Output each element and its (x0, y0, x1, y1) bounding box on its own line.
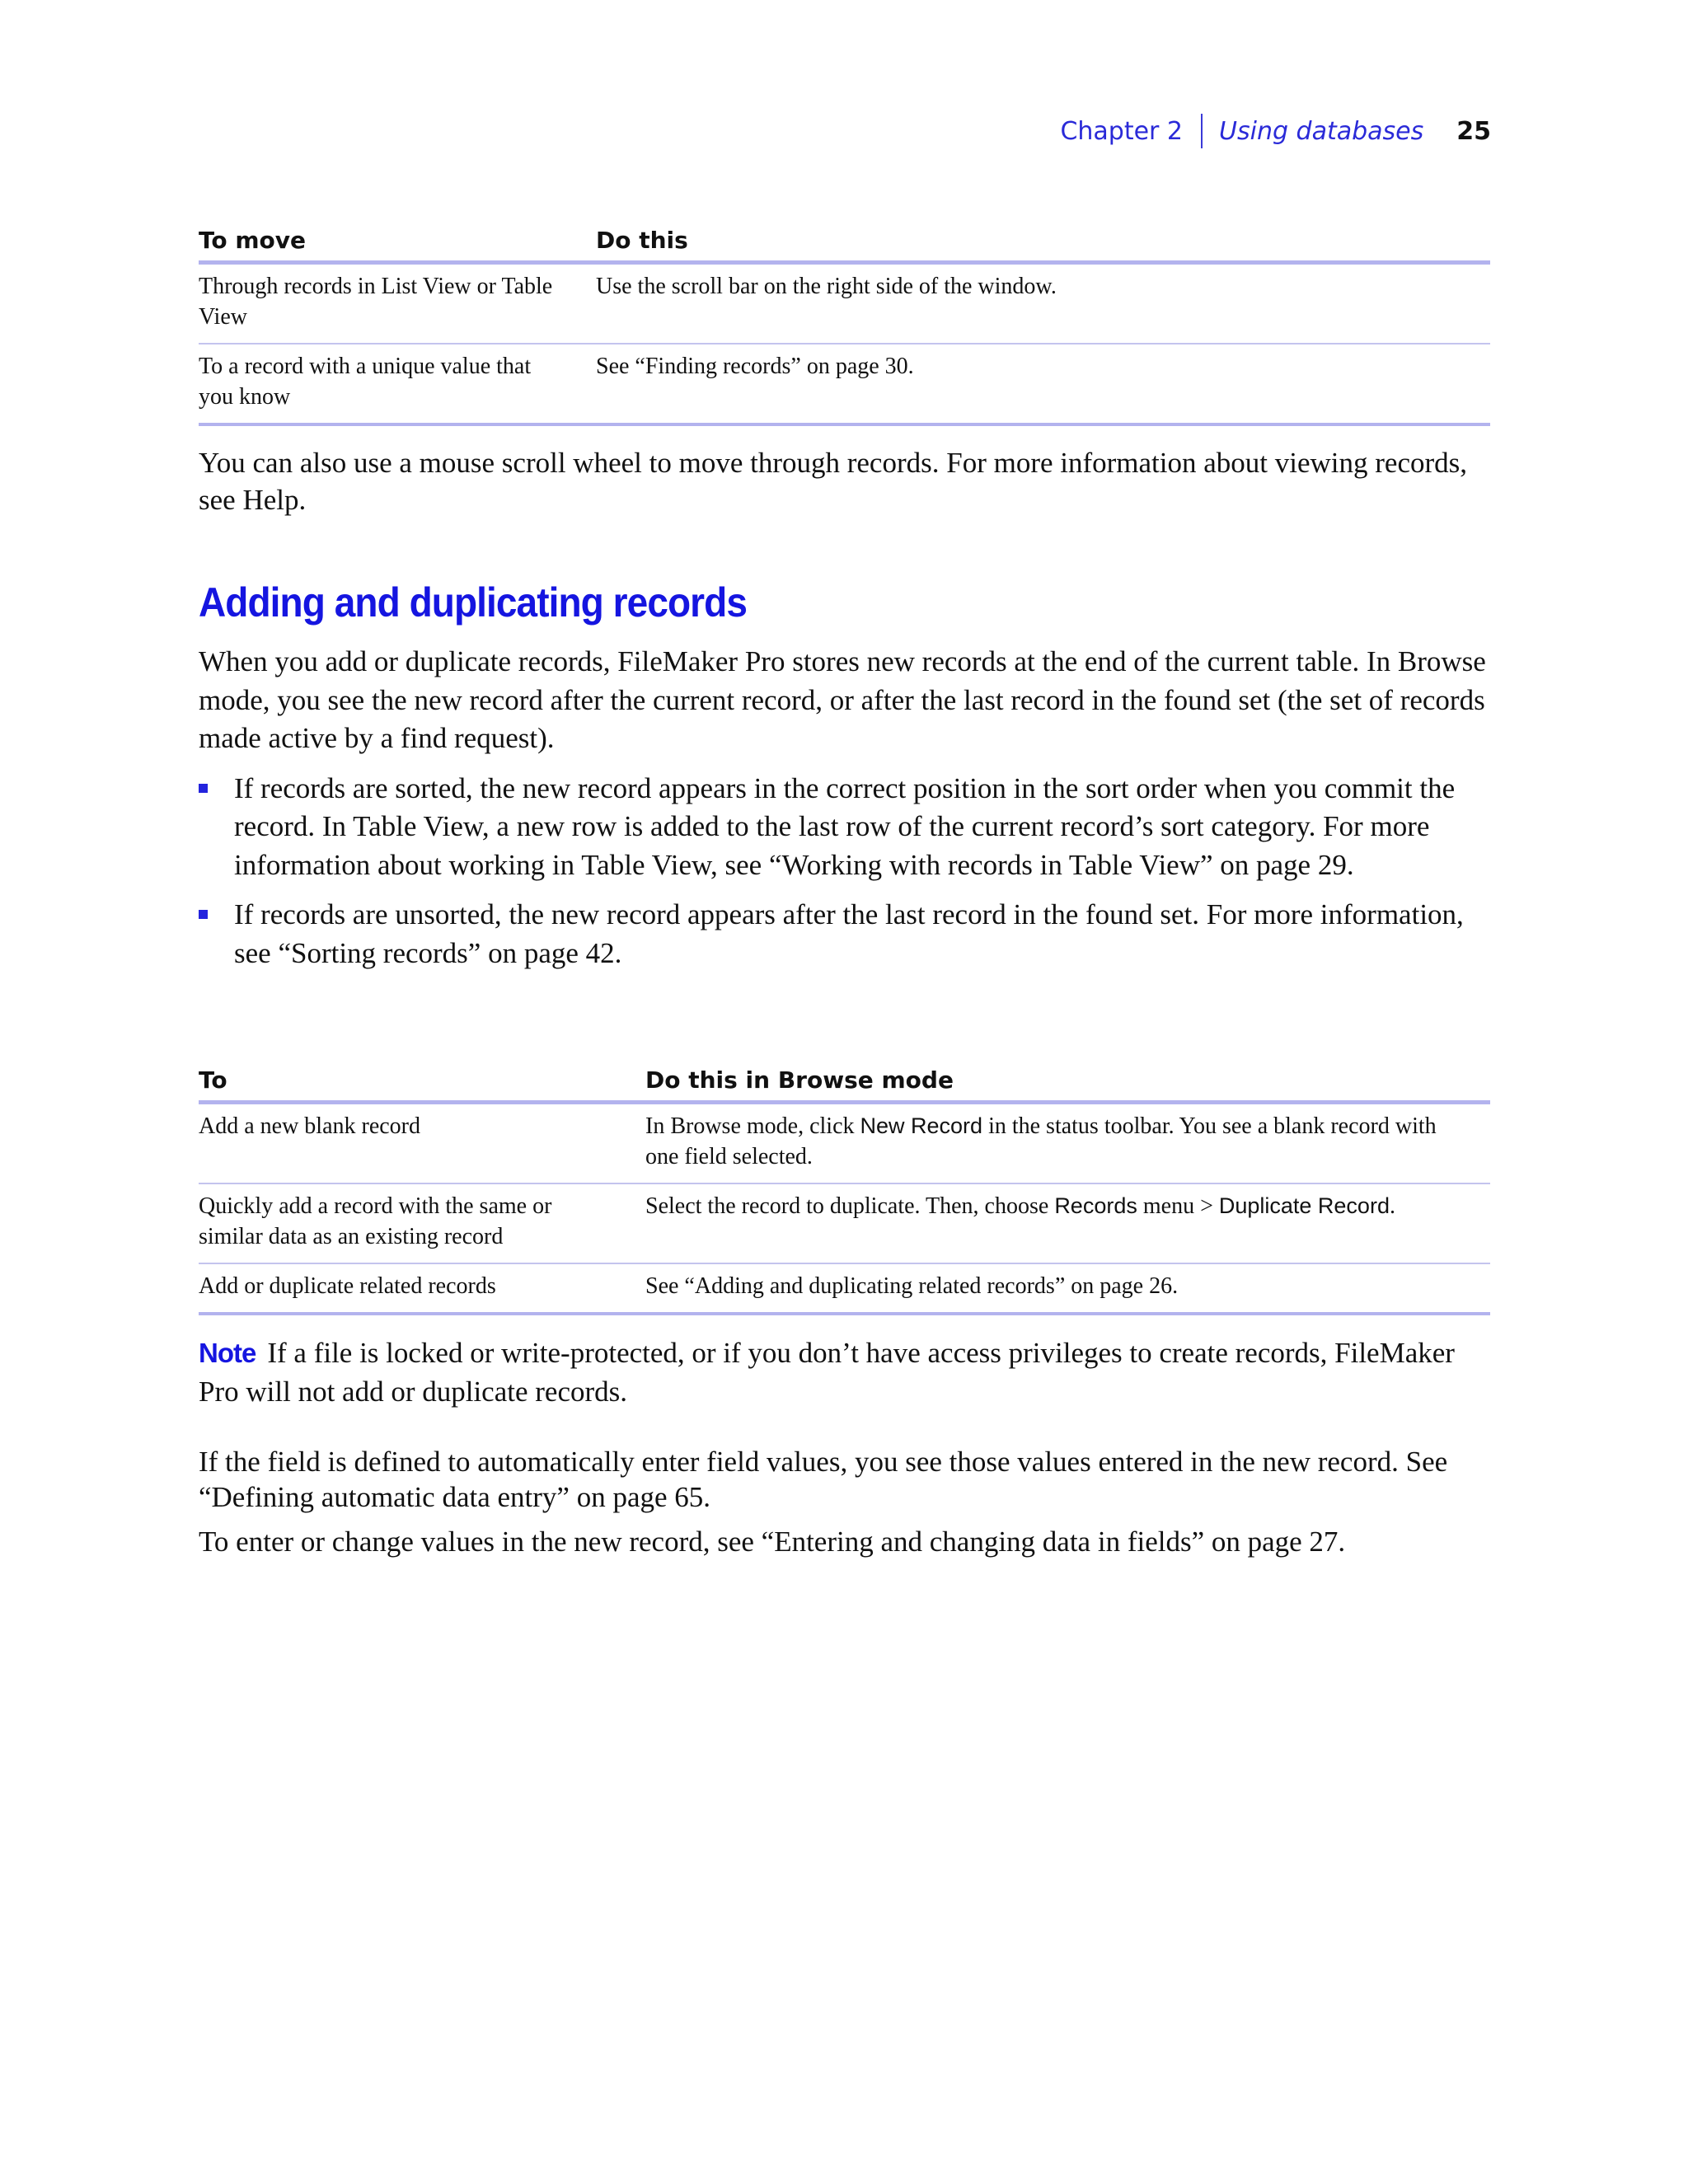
table-row (199, 344, 1490, 424)
table-row (199, 1103, 1490, 1184)
body-paragraph: To enter or change values in the new record, see “Entering and changing data in fields” on page 27. (199, 1526, 1346, 1558)
table-row (199, 1183, 1490, 1263)
list-item-text: If records are unsorted, the new record appears after the last record in the found set. For more information, see “Sorting records” on page 42. (234, 898, 1464, 969)
running-header (1060, 114, 1491, 148)
table-cell: Use the scroll bar on the right side of the window. (596, 263, 1490, 344)
section-heading: Adding and duplicating records (199, 579, 747, 626)
section-heading-block (199, 579, 1490, 626)
add-records-table (199, 1066, 1490, 1315)
note-paragraph (199, 1333, 1490, 1411)
list-item-text: If records are sorted, the new record appears in the correct position in the sort order when you commit the record. In Table View, a new row is added to the last row of the current record’s sort category. For more information about working in Table View, see “Working with records in Table View” on page 29. (234, 771, 1456, 881)
scroll-paragraph-block (199, 444, 1490, 518)
note-text: If a file is locked or write-protected, or if you don’t have access privileges to create records, FileMaker Pro will not add or duplicate records. (199, 1337, 1455, 1408)
body-paragraph: If the field is defined to automatically enter field values, you see those values entered in the new record. See “Defining automatic data entry” on page 65. (199, 1446, 1448, 1513)
table-cell: See “Adding and duplicating related records” on page 26. (645, 1263, 1490, 1314)
body-paragraph: You can also use a mouse scroll wheel to move through records. For more information about viewing records, see Help. (199, 447, 1468, 516)
bullet-list (199, 770, 1490, 973)
table-cell: Quickly add a record with the same or similar data as an existing record (199, 1183, 645, 1263)
note-block (199, 1333, 1490, 1411)
column-header: To (199, 1066, 645, 1103)
note-label: Note (199, 1338, 256, 1368)
table-cell: Through records in List View or Table View (199, 263, 596, 344)
cell-text: In Browse mode, click (645, 1113, 860, 1139)
cell-text: in the status toolbar. You see a blank record with one field selected. (645, 1113, 1437, 1169)
table-cell: See “Finding records” on page 30. (596, 344, 1490, 424)
add-table-container (199, 1066, 1490, 1315)
table-header-row (199, 1066, 1490, 1103)
move-table-container (199, 227, 1490, 426)
cell-text: . (1389, 1193, 1395, 1219)
column-header: Do this (596, 227, 1490, 263)
body-paragraph: When you add or duplicate records, FileMaker Pro stores new records at the end of the current table. In Browse mode, you see the new record after the current record, or after the last record in the found set (the set of records made active by a find request). (199, 645, 1486, 754)
bullet-icon (199, 910, 208, 919)
chapter-title: Using databases (1219, 116, 1424, 146)
list-item (199, 896, 1490, 972)
section-intro-block (199, 643, 1490, 984)
list-item (199, 770, 1490, 885)
auto-entry-block (199, 1444, 1490, 1560)
page-number: 25 (1456, 116, 1491, 146)
table-cell (645, 1103, 1490, 1184)
ui-term: Records (1054, 1193, 1137, 1218)
move-table (199, 227, 1490, 426)
bullet-icon (199, 784, 208, 793)
table-row (199, 1263, 1490, 1314)
column-header: Do this in Browse mode (645, 1066, 1490, 1103)
ui-term: New Record (860, 1113, 983, 1138)
table-cell: Add a new blank record (199, 1103, 645, 1184)
cell-text: Select the record to duplicate. Then, choose (645, 1193, 1055, 1219)
header-divider (1201, 114, 1203, 148)
table-cell: To a record with a unique value that you know (199, 344, 596, 424)
table-cell (645, 1183, 1490, 1263)
cell-text: menu > (1137, 1193, 1219, 1219)
table-row (199, 263, 1490, 344)
table-header-row (199, 227, 1490, 263)
ui-term: Duplicate Record (1218, 1193, 1390, 1218)
chapter-label: Chapter 2 (1060, 116, 1184, 146)
column-header: To move (199, 227, 596, 263)
table-cell: Add or duplicate related records (199, 1263, 645, 1314)
